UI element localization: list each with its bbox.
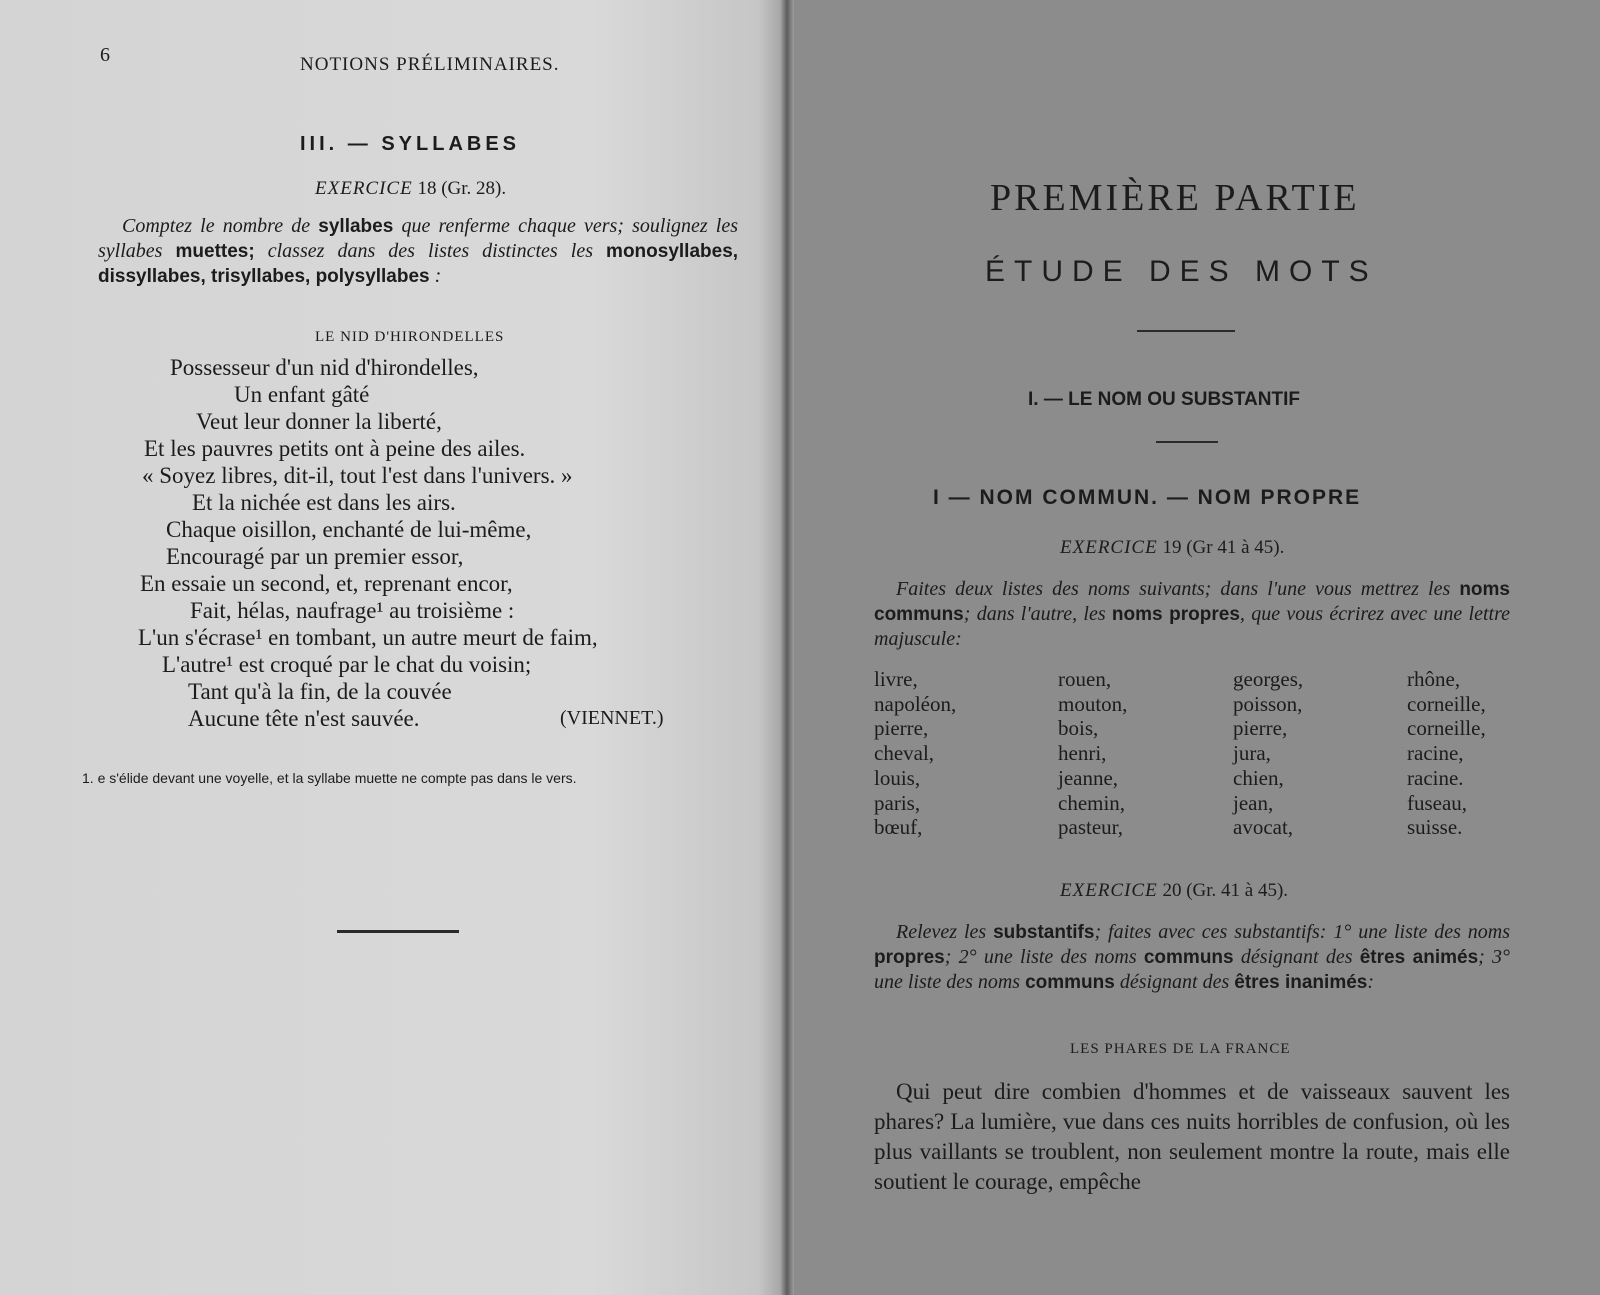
reading-title: LES PHARES DE LA FRANCE: [1070, 1041, 1291, 1057]
footnote: 1. e s'élide devant une voyelle, et la syllabe muette ne compte pas dans le vers.: [82, 770, 577, 786]
poem-line: Chaque oisillon, enchanté de lui-même,: [166, 517, 532, 542]
word: cheval,: [874, 741, 935, 766]
word: pasteur,: [1058, 815, 1124, 840]
word: napoléon,: [874, 691, 957, 716]
word: rhône,: [1407, 667, 1461, 691]
word: paris,: [874, 790, 921, 815]
word: louis,: [874, 765, 921, 790]
word: corneille,: [1407, 716, 1486, 741]
poem-line: Possesseur d'un nid d'hirondelles,: [170, 355, 479, 380]
instruction-bold: êtres animés: [1359, 947, 1479, 968]
instruction-bold: noms propres: [1111, 604, 1240, 625]
word: corneille,: [1407, 691, 1486, 716]
exercise-number: 20: [1162, 880, 1182, 901]
word: jura,: [1233, 741, 1271, 766]
exercise-19-heading: [1060, 537, 1284, 559]
word: pierre,: [874, 716, 929, 741]
instruction-bold: noms communs: [874, 579, 1510, 625]
instruction-text: ; dans l'autre, les: [963, 603, 1106, 625]
poem-line: Veut leur donner la liberté,: [196, 409, 442, 434]
instruction-text: :: [434, 265, 442, 287]
word: henri,: [1058, 741, 1107, 766]
word: racine,: [1407, 741, 1464, 766]
word: pierre,: [1233, 716, 1288, 741]
poem-last-line: Aucune tête n'est sauvée.: [188, 706, 420, 731]
word-column: [1407, 667, 1486, 840]
exercise-18-heading: [315, 178, 506, 200]
instruction-text: Faites deux listes des noms suivants; dans l'une vous mettrez les: [896, 578, 1451, 600]
instruction-text: que renferme chaque vers; soulignez les syllabes: [98, 215, 739, 262]
word: avocat,: [1233, 815, 1294, 840]
poem-line: « Soyez libres, dit-il, tout l'est dans l'univers. »: [142, 463, 573, 488]
chapter-title: I. — LE NOM OU SUBSTANTIF: [1028, 389, 1300, 410]
poem-line: [130, 705, 690, 732]
instruction-text: désignant des: [1119, 971, 1230, 993]
word-column: [874, 667, 956, 840]
exercise-label: EXERCICE: [1060, 880, 1158, 901]
book-gutter: [780, 0, 794, 1295]
instruction-bold: êtres inanimés: [1234, 972, 1368, 993]
instruction-text: :: [1367, 971, 1375, 993]
instruction-text: Relevez les: [896, 921, 987, 943]
poem-line: Et les pauvres petits ont à peine des ailes.: [144, 436, 526, 461]
word: jean,: [1233, 790, 1274, 815]
word: racine.: [1407, 765, 1464, 790]
word: georges,: [1233, 667, 1304, 691]
exercise-ref: (Gr 41 à 45).: [1186, 537, 1285, 558]
word: jeanne,: [1058, 765, 1119, 790]
word: rouen,: [1058, 667, 1112, 691]
word-column: [1233, 667, 1303, 840]
word: bœuf,: [874, 815, 923, 840]
instruction-bold: muettes;: [175, 241, 255, 262]
instruction-text: ; 3° une liste des noms: [874, 946, 1511, 993]
poem-author: (VIENNET.): [560, 707, 664, 729]
instruction-bold: communs: [1143, 947, 1234, 968]
instruction-bold: monosyllabes, dissyllabes, trisyllabes, polysyllabes: [98, 241, 739, 287]
poem-line: Et la nichée est dans les airs.: [192, 490, 456, 515]
instruction-bold: communs: [1025, 972, 1115, 993]
poem: [130, 354, 690, 732]
part-title: PREMIÈRE PARTIE: [990, 177, 1360, 219]
word: bois,: [1058, 716, 1099, 741]
poem-line: L'autre¹ est croqué par le chat du voisin;: [162, 652, 532, 677]
exercise-number: 18: [417, 178, 437, 199]
exercise-label: EXERCICE: [1060, 537, 1158, 558]
poem-line: Un enfant gâté: [234, 382, 370, 407]
instruction-bold: syllabes: [318, 216, 394, 237]
poem-line: En essaie un second, et, reprenant encor,: [140, 571, 513, 596]
exercise-19-instruction: [874, 577, 1510, 652]
exercise-ref: (Gr. 41 à 45).: [1186, 880, 1289, 901]
exercise-label: EXERCICE: [315, 178, 413, 199]
instruction-text: Comptez le nombre de: [122, 215, 311, 237]
exercise-20-heading: [1060, 880, 1288, 902]
word: suisse.: [1407, 815, 1463, 840]
exercise-ref: (Gr. 28).: [441, 178, 507, 199]
instruction-text: ; faites avec ces substantifs: 1° une liste des noms: [1094, 921, 1511, 943]
poem-line: Tant qu'à la fin, de la couvée: [188, 679, 452, 704]
page-number: 6: [100, 44, 110, 66]
reading-text: Qui peut dire combien d'hommes et de vaisseaux sauvent les phares? La lumière, vue dans ces nuits horribles de confusion, où les plus vaillants se troublent, non seulement montre la route, mais elle soutient le courage, empêche: [874, 1079, 1510, 1194]
exercise-18-instruction: [98, 214, 738, 289]
poem-title: LE NID D'HIRONDELLES: [315, 329, 505, 345]
exercise-20-instruction: [874, 920, 1510, 995]
word: poisson,: [1233, 691, 1303, 716]
divider-rule: [1137, 330, 1235, 332]
word: fuseau,: [1407, 790, 1468, 815]
instruction-text: désignant des: [1240, 946, 1353, 968]
section-title-nom: I — NOM COMMUN. — NOM PROPRE: [933, 486, 1362, 509]
instruction-text: ; 2° une liste des noms: [944, 946, 1137, 968]
poem-line: L'un s'écrase¹ en tombant, un autre meurt de faim,: [138, 625, 598, 650]
divider-rule: [1156, 441, 1218, 443]
part-subtitle: ÉTUDE DES MOTS: [985, 255, 1378, 288]
poem-line: Encouragé par un premier essor,: [166, 544, 464, 569]
end-rule: [337, 930, 459, 933]
exercise-number: 19: [1162, 537, 1182, 558]
running-head: NOTIONS PRÉLIMINAIRES.: [300, 54, 560, 75]
word-column: [1058, 667, 1127, 840]
word: mouton,: [1058, 691, 1128, 716]
word: chemin,: [1058, 790, 1126, 815]
instruction-bold: substantifs: [993, 922, 1095, 943]
instruction-bold: propres: [874, 947, 945, 968]
poem-line: Fait, hélas, naufrage¹ au troisième :: [190, 598, 515, 623]
word: chien,: [1233, 765, 1284, 790]
section-title: III. — SYLLABES: [300, 133, 521, 155]
instruction-text: classez dans des listes distinctes les: [267, 240, 593, 262]
instruction-text: , que vous écrirez avec une lettre majuscule:: [874, 603, 1510, 650]
word: livre,: [874, 667, 918, 691]
left-page: [0, 0, 790, 1295]
